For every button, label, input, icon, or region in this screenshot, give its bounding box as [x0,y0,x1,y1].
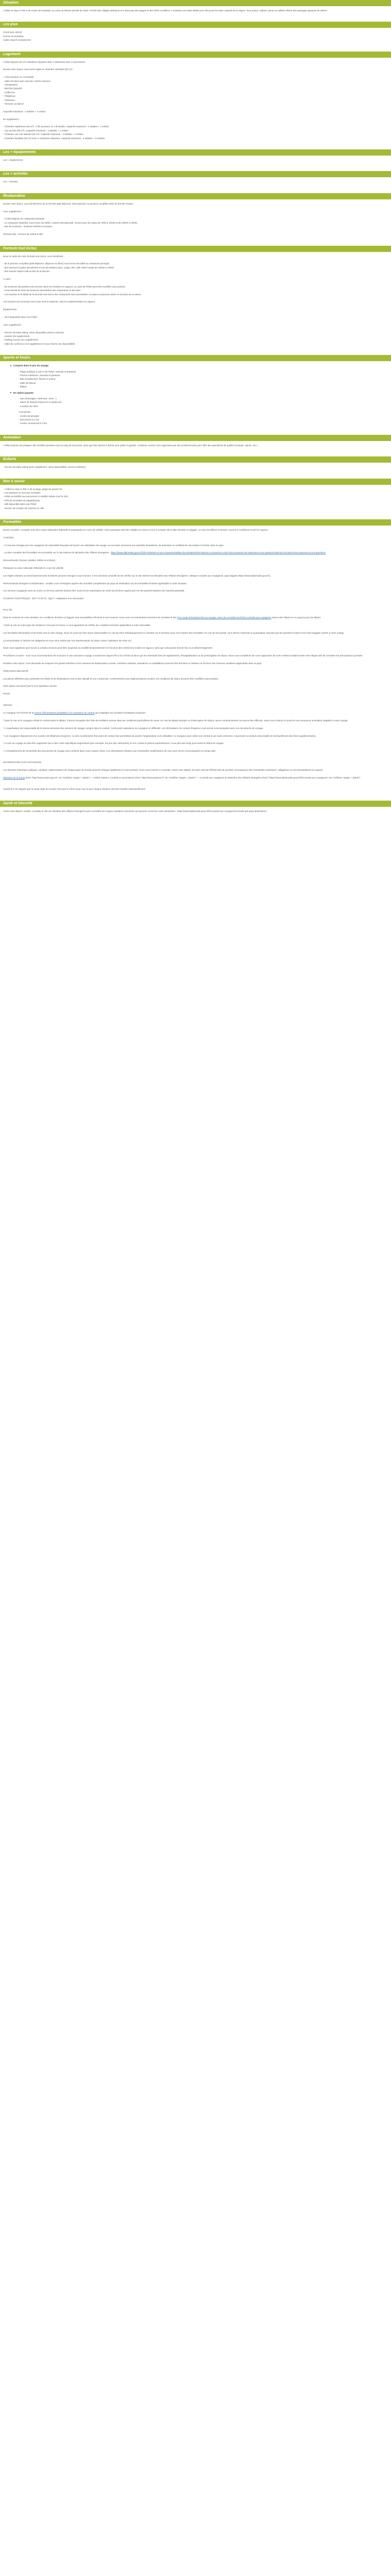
sports-paid-list [13,397,388,408]
formalites-rules: Les règles relatives au franchissement des frontières peuvent changer à tout moment. Il est vivement conseillé de les vérifier sur le site internet du Ministère des Affaires étrangères, rubrique Conseils aux Voyageurs, pays Égypte (https://www.diplomatie.gouv.fr). [3,574,271,577]
section-bon-a-savoir [0,479,391,510]
list-item: - Bain bouillonnant, fitness et sauna [19,378,56,381]
list-item: - des snacks l'après-midi au bar de la piscine, [3,270,50,273]
section-equipements [0,149,391,162]
list-item: - Laverie (en supplément) [3,334,30,337]
list-item: - Salle de conférence (en supplément et sous réserve de disponibilité) [3,342,75,345]
formule-intro: Dans le cadre de votre formule tout inclus, vous bénéficiez : [3,255,65,258]
formule-hours: Les horaires de la formule tout inclus sont à respecter, selon la réglementation en vigueur. [3,300,96,303]
operator-name: FRAM [3,692,10,696]
list-item: - Excursions en 4x4 [19,418,39,421]
operator-intro: Votre séjour est assuré par le tour-opérateur suivant : [3,685,58,688]
section-title-logement: Logement [0,52,391,58]
list-item: - de la pension complète (petit-déjeuner, déjeuner et dîner) sous forme de buffet au restaurant principal, [3,262,110,265]
formalites-french-docs: Passeport ou carte nationale d'identité en cours de validité. [3,567,64,570]
covid-advice-link[interactable]: Pour toute information liée au voyage, merci de consulter les fiches conseils aux voyageurs [177,616,271,619]
list-item: - Terrasse ou balcon [3,103,24,106]
formule-note-title: À noter : [3,277,12,280]
equip-wifi: - Wi-fi disponible dans tout l'hôtel [3,315,37,318]
attention-lead: Le voyageur est informé de la [3,711,35,715]
list-item: - Prêt de serviettes de plage/piscine [3,499,40,502]
logement-supplement-title: En supplément : [3,117,20,121]
section-animation [0,435,391,447]
formalites-french-title: Ressortissants français (adultes, bébés et enfants) : [3,559,57,562]
formule-notes [3,285,388,296]
security-title: PRÉCISION SÉCURITÉ [3,669,28,672]
formalites-link-lead: - La liste complète des formalités est accessible sur le site internet du Ministère des Affaires étrangères : [3,551,111,554]
list-item: - Vue piscine (28 m²). Capacité maximum : 2 adultes + 1 enfant. [3,129,69,132]
list-item: - Centre commercial à 2 km [19,422,47,425]
section-plus [0,22,391,42]
section-title-formule: Formule tout inclus [0,246,391,252]
sante-link[interactable]: Ministère de la Santé [3,776,25,779]
list-item: - Les horaires et le détail de la formule tout inclus des restaurants sont accessibles sur place et peuvent varier en fonction de la saison. [3,293,142,296]
covid-during-stay: Pendant votre séjour, il est demandé de respecter les gestes barrières et les mesures de distanciation sociale. Certaines activités, animations ou installations pourront être fermées ou limitées en fonction des mesures sanitaires applicables dans le pays. [3,662,263,665]
covid-tests: Les formalités demandées et les tests sont à votre charge. Nous ne pourrons être tenus responsables en cas de refus d'embarquement ou d'entrée sur le territoire pour non-respect des formalités. En cas de test positif, vous devrez respecter la quarantaine imposée par les autorités locales et les frais engagés restent à votre charge. [3,631,345,634]
sports-paid [13,391,388,426]
situation-text: L'hôtel se situe à 700 m du centre de Nuweiba, au cœur du littoral oriental du Sinaï. Proche des villages bédouins et à deux pas des plages et des récifs coralliens, il constitue une base idéale pour découvrir les sites naturels de la région. Tout autour, collines, dunes et vallées offrent des paysages typiques du désert. [3,9,328,12]
sports-included-label: Compris dans le prix du voyage [13,364,49,367]
list-item: - des boissons locales alcoolisées et non alcoolisées (eau, sodas, thé, café, bière locale) de 10h00 à 23h00, [3,266,115,269]
formalites-electricity: COURANT ÉLECTRIQUE : 220 V à 50 Hz. Type F. Adaptateur non nécessaire. [3,597,85,600]
covid-residence: * Dans le cas où votre pays de résidence n'est pas la France, il vous appartient de vérifier les conditions d'entrée applicables à votre nationalité. [3,624,151,627]
list-item: - Plage publique à 100 m de l'hôtel, transats et parasols [19,370,76,373]
page [0,0,391,813]
sports-included [13,364,388,388]
list-item: - Location de vélos [19,404,38,408]
list-item: - Wifi disponible dans tout l'hôtel [3,503,37,506]
restauration-intro: Durant votre séjour, vous bénéficierez de la formule petit-déjeuner, demi-pension ou pension complète selon la formule choisie. [3,202,134,205]
covid-arrival: La rémunération à l'arrivée est obligatoire et vous sera remise par nos représentants sur place, selon l'opérateur de votre vol. [3,639,132,642]
list-item: - Salon de beauté (manucure et pédicure) [19,401,62,404]
list-item: - Le restaurant Nuweiba, sous forme de buffet, cuisine internationale. Ouvert pour les repas de 7h00 à 10h30 et de 19h00 à 22h00. [3,221,138,224]
list-item: - 2 lits jumeaux ou 1 lit double [3,76,34,79]
attention-tail: qui s'applique aux produits touristiques proposés : [94,711,147,715]
section-title-sante: Santé et Sécurité [0,801,391,807]
section-title-enfants: Enfants [0,456,391,463]
equipements-text: Les + équipements [3,159,23,162]
travelers-info-text: Les données (identique, politique, sanitaire, réglementaire) de chaque pays du monde peuvent changer rapidement et sans préavis. Nous vous invitons à consulter, avant votre départ, les sites internet officiels afin de prendre connaissance des éventuelles restrictions, obligations ou recommandations en vigueur. [3,769,324,772]
list-item: - Parking couvert (en supplément) [3,338,38,342]
section-restauration [0,193,391,236]
official-links-paragraph [3,776,388,779]
section-title-situation: Situation [0,0,391,6]
list-item: - Climatisation [3,83,18,87]
section-title-animation: Animation [0,435,391,441]
list-item: - Il est interdit de sortir les boissons alcoolisées des restaurants et des bars. [3,289,82,292]
list-item: - Chambre supérieure (28 m²) : 2 lits jumeaux ou 1 lit double. Capacité maximum : 2 adultes + 1 enfant. [3,125,109,128]
contract-info-link[interactable]: remise d'informations préalables à la conclusion du contrat [34,711,95,715]
formalites-link-paragraph [3,551,388,554]
list-item: - Hôtel accessible aux personnes à mobilité réduite sauf le SPA. [3,495,69,498]
section-formule [0,246,391,346]
attention-item: * L'organisateur est responsable de la bonne exécution des services de voyage compris dans le contrat. Il doit porter assistance au voyageur en difficulté. Les informations de contact d'urgence vous seront communiquées avec vos documents de voyage. [3,726,264,730]
restauration-supplement: Avec supplément : [3,210,22,213]
list-item: Grand parc arboré [3,31,22,34]
restauration-terrace: Terrasse Bar : Service de 10h00 à 00h. [3,233,44,236]
attention-item: * Le prix du voyage ne peut être augmenté que si des coûts spécifiques augmentent (par exemple, les prix des carburants) et si le contrat le prévoit expressément, et au plus tard vingt jours avant le début du voyage. [3,742,224,745]
formule-list [3,262,388,273]
list-item: - Spa (massages, hammam, soins...) [19,397,57,400]
list-item: À proximité : [19,411,32,414]
security-text: Les pièces affichées pour présenter les hôtels et les destinations sont à titre indicatif et non contractuel. Conformément aux réglementations locales, les conditions de séjour peuvent être modifiées sans préavis. [3,677,219,680]
sports-nearby-list [13,410,388,426]
formalites-note: - Il n'est pas d'usage pour les voyageurs de nationalité française de fournir une attestation de voyage ou tout autre document aux autorités douanières, de présenter un certificat de vaccination à l'entrée dans le pays. [3,544,224,547]
equip-list [3,331,388,346]
covid-services: Nous vous rappelons que l'accès à certains services peut être suspendu ou modifié temporairement en fonction des restrictions locales en vigueur, sans que cela puisse donner lieu à un dédommagement. [3,647,213,650]
list-item: - Salle de fitness [19,381,36,384]
list-item: Piscine de Nuweiba [3,35,24,38]
list-item: - Téléphone [3,95,15,98]
diplomatie-link[interactable]: https://www.diplomatie.gouv.fr/fr/le-ministere-et-son-reseau/actualites-du-ministere/informations-coronavirus-covid-19/coronavirus-les-reponses-a-vos-questions/article/coronavirus-les-reponses-a-vos-questions [111,551,326,554]
list-item: - les boissons alcoolisées sont servies selon les horaires en vigueur. La carte de l'hôtel peut être modifiée sans préavis. [3,285,126,288]
attention-item: * L'enregistrement de l'ensemble des documents de voyage sera confirmé dans votre espace client. Les informations relatives aux éventuelles modifications de vols vous seront communiquées en temps utile. [3,750,217,753]
list-item: - Billard [19,385,27,388]
enfants-text: - Service de baby-sitting (avec supplément, selon disponibilité, service extérieur) [3,466,86,469]
equip-supplement: Avec supplément : [3,323,22,326]
formalites-minors: Les mineurs voyageant sans au moins un de leurs parents doivent être munis d'une autorisation de sortie du territoire signée par l'un des parents titulaires de l'autorité parentale. [3,589,185,592]
sports-list [3,364,388,426]
equip-title: Équipements : [3,308,18,311]
covid-link-paragraph [3,616,388,619]
activites-text: Les + activités [3,180,18,183]
list-item: - L'hôtel se situe à 200 m de la plage, plage de gravier fin [3,487,62,490]
attention-item: * Dans le cas où le voyageur résilie le contrat avant le départ, il devra s'acquitter des frais de résiliation prévus dans les conditions particulières de vente. En cas de départ anticipé ou d'interruption du séjour, aucun remboursement ne pourra être effectué. Nous vous invitons à souscrire une assurance annulation adaptée à votre voyage. [3,719,349,722]
list-item: - Chambre familiale (35 m²) avec 2 chambres séparées. Capacité maximum : 2 adultes + 2 enfants. [3,137,105,140]
list-item: - Coffre-fort [3,91,15,94]
section-title-sports: Sports et loisirs [0,355,391,361]
list-item: - Télévision [3,98,15,101]
plus-list [3,30,388,42]
covid-lead: Dans le contexte de crise sanitaire, les conditions d'entrée en Égypte sont susceptibles d'évoluer à tout moment. Nous vous recommandons vivement de consulter le lien [3,616,177,619]
section-situation [0,0,391,12]
section-title-activites: Les + activités [0,171,391,177]
section-title-formalites: Formalités [0,519,391,526]
list-item: - Les animaux ne sont pas acceptés. [3,492,41,495]
section-activites [0,171,391,183]
section-title-restauration: Restauration [0,193,391,199]
list-item: Cadre naturel exceptionnel [3,39,31,42]
logement-intro: L'hôtel dispose de 172 chambres réparties dans 3 bâtiments avec 2 ascenseurs. [3,60,86,63]
logement-capacity: Capacité maximum : 2 adultes + 1 enfant [3,110,45,113]
section-formalites [0,519,391,791]
attention-item: * Les voyageurs disposeront d'un numéro de téléphone d'urgence, ou des coordonnées d'un point de contact leur permettant de joindre l'organisateur ou le détaillant. Le voyageur peut céder son contrat à une autre personne, moyennant un préavis raisonnable et éventuellement des frais supplémentaires. [3,734,317,737]
section-sports [0,355,391,426]
covid-title: Pour info [3,608,13,612]
official-links-text: (href="http://www.sante.gouv.fr" rel="nofollow" target="_blank") — Institut Pasteur, conseils et vaccinations (href="http://www.pasteur.fr" rel="nofollow" target="_blank") — Conseils aux voyageurs du Ministère des Affaires étrangères (href="https://www.diplomatie.gouv.fr/fr/conseils-aux-voyageurs" rel="nofollow" target="_blank"). [25,776,361,779]
section-title-bon-a-savoir: Bon à savoir [0,479,391,485]
sports-included-list [13,370,388,389]
list-item: - Bar de la piscine : boissons fraîches et snacks. [3,225,53,228]
section-logement [0,52,391,140]
list-item: - Service de baby-sitting, salon disponible (service externe) [3,331,64,334]
list-item: - Mini-bar (payant) [3,87,22,90]
sports-paid-label: En option payante [13,391,34,394]
covid-procedures: Procédures à suivre : nous vous recommandons de souscrire à une assurance voyage couvrant les risques liés à la COVID-19 ainsi que les éventuels frais de rapatriement, d'hospitalisation ou de prolongation de séjour. Nous vous conseillons de vous rapprocher de votre médecin traitant avant votre départ afin de connaître les précautions à prendre. [3,654,363,657]
formalites-note-title: À NOTER [3,536,14,539]
logement-supplement-list [3,125,388,140]
sante-text: Avant votre départ, veuillez consulter le site du ministère des Affaires étrangères pour connaître les risques sanitaires éventuels qui peuvent concerner votre destination : https://www.diplomatie.gouv.fr/fr/conseils-aux-voyageurs/conseils-par-pays-destination/ [3,809,267,812]
attention-link-paragraph [3,711,388,715]
section-enfants [0,456,391,469]
list-item: - Centre de plongée [19,414,39,417]
logement-room: Durant votre séjour, vous serez logés en chambre standard (25 m²) : [3,68,74,71]
bon-list [3,487,388,510]
logement-list [3,75,388,106]
restauration-list [3,217,388,228]
travelers-info-title: INFORMATIONS SUR VOYAGEURS [3,761,42,764]
animation-text: L'hôtel propose de pratiquer des activités sportives tout au long de la journée, ainsi que des soirées à thème pour petits et grands. Certaines soirées sont organisées par des professionnels pour offrir des spectacles de qualité (musique, danse, etc.). [3,444,258,447]
section-title-plus: Les plus [0,22,391,28]
list-item: - Salle de bains avec douche / sèche-cheveux [3,79,51,82]
list-item: - L'hôtel dispose d'1 restaurant principal : [3,217,45,221]
list-item: - Piscine extérieure, transats et parasols [19,374,60,377]
formalites-foreign: Ressortissants étrangers et binationaux : veuillez vous renseigner auprès des autorités compétentes du pays de destination sur les formalités d'entrée applicables à votre situation. [3,582,188,585]
formalites-intro: Bonne nouvelle ! Comptez trois des cartes nationales d'identité et passeports en cours de validité. Votre passeport doit être valable au moins 6 mois à compter de la date d'entrée en Égypte. Le visa est délivré à l'arrivée, soumis à conditions et tarif en vigueur. [3,529,269,532]
attention-title: Attention [3,704,12,707]
covid-tail: avant votre départ et ce jusqu'au jour du départ. [271,616,321,619]
list-item: - Chambre vue mer latérale (28 m²). Capacité maximum : 2 adultes + 1 enfant. [3,133,84,136]
section-title-equipements: Les + équipements [0,149,391,156]
section-sante [0,801,391,813]
attention-closing: Toutefois il est rappelé que la seule règle du monde n'est pas la même pour tous et que chaque situation doit être étudiée individuellement. [3,788,146,791]
list-item: - Service de location de voitures en ville [3,506,44,510]
